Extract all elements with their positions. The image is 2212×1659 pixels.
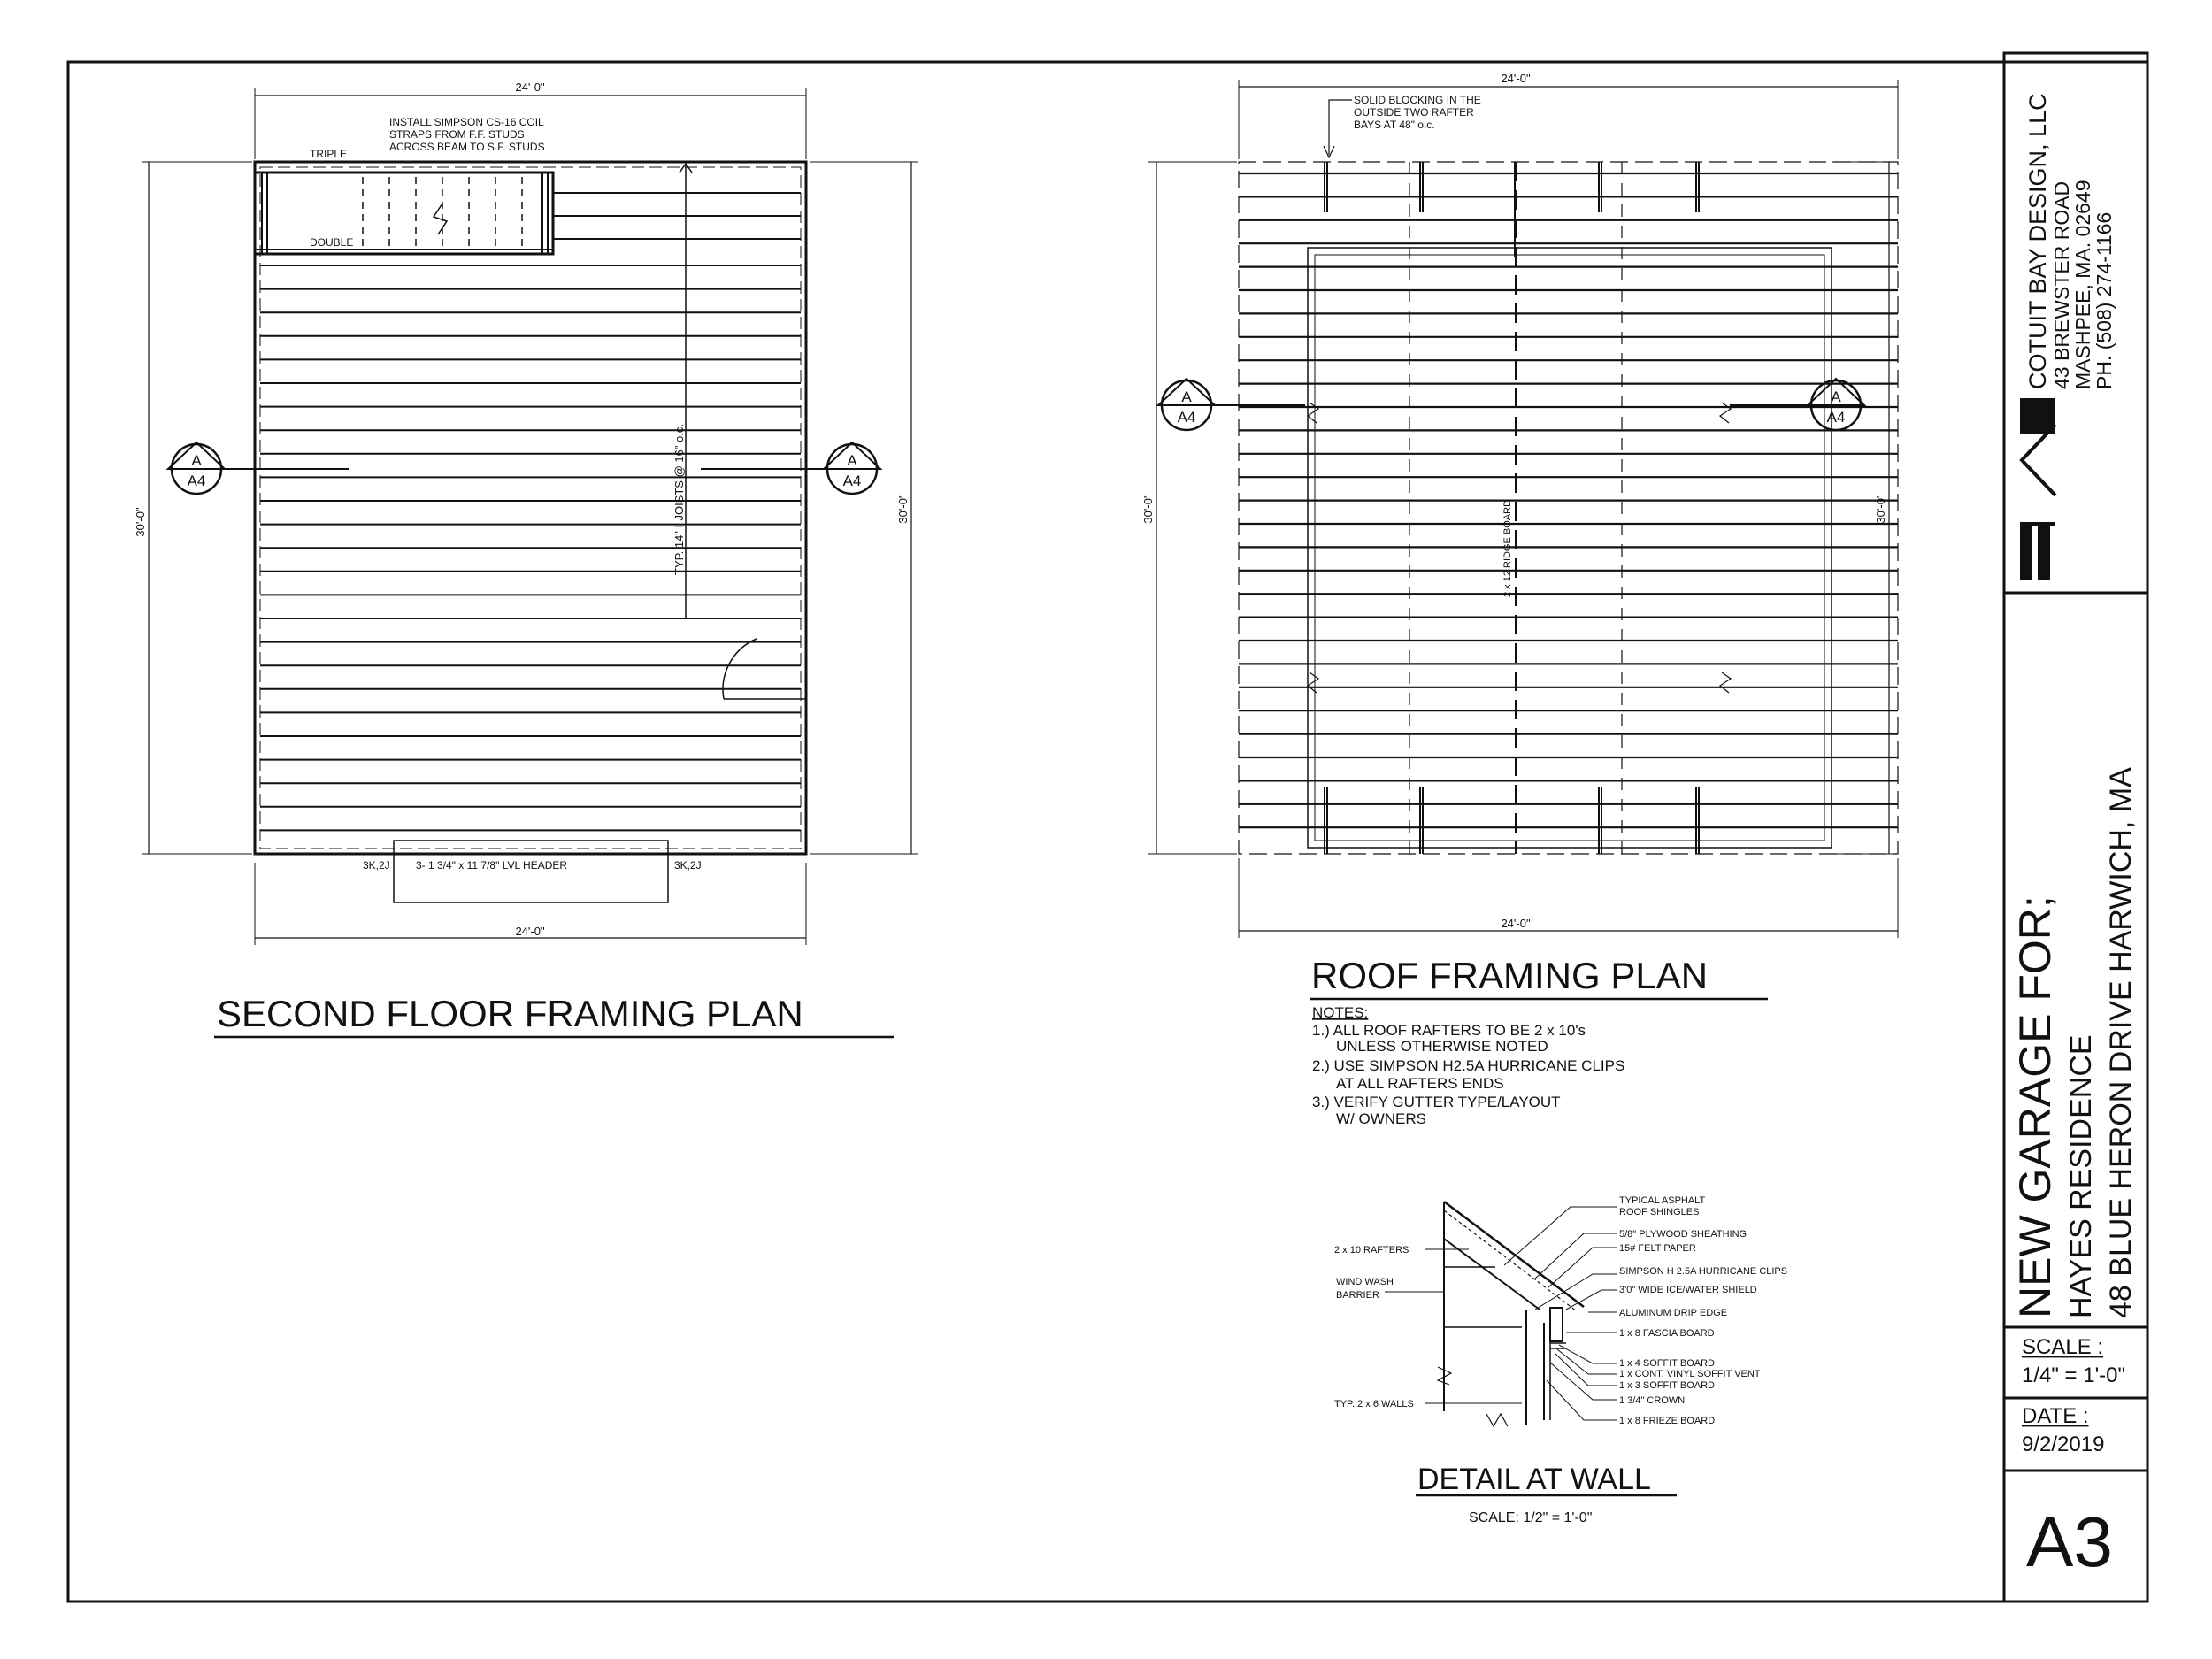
detail-label: 1 x 8 FRIEZE BOARD xyxy=(1619,1416,1716,1426)
detail-leaders xyxy=(1504,1207,1617,1420)
stair-treads xyxy=(363,177,522,250)
post-right: 3K,2J xyxy=(674,859,702,872)
section-marker-letter: A xyxy=(847,452,857,469)
section-marker-sheet: A4 xyxy=(1826,409,1846,426)
break-mark xyxy=(1486,1414,1508,1426)
detail-label: 1 x 8 FASCIA BOARD xyxy=(1619,1328,1715,1339)
blocking-leader xyxy=(1329,100,1352,155)
detail-title: DETAIL AT WALL xyxy=(1417,1463,1651,1496)
floor-inner-line xyxy=(260,167,801,849)
detail-label-barrier: BARRIER xyxy=(1336,1290,1379,1301)
section-marker-letter: A xyxy=(191,452,202,469)
date-value: 9/2/2019 xyxy=(2022,1432,2105,1456)
stair-side-joists xyxy=(553,193,801,239)
section-marker-letter: A xyxy=(1831,388,1841,405)
detail-label: TYPICAL ASPHALT xyxy=(1619,1195,1706,1206)
detail-label: ALUMINUM DRIP EDGE xyxy=(1619,1308,1728,1318)
roof-dim-right: 30'-0" xyxy=(1874,494,1887,524)
firm-address: 43 BREWSTER ROAD xyxy=(2050,180,2073,389)
detail-label-walls: TYP. 2 x 6 WALLS xyxy=(1334,1399,1414,1409)
dim-top: 24'-0" xyxy=(515,81,545,94)
dim-right: 30'-0" xyxy=(896,494,910,524)
strap-note-1: INSTALL SIMPSON CS-16 COIL xyxy=(389,116,544,128)
joist-note: TYP. 14" I-JOISTS @ 16" o.c. xyxy=(672,423,686,575)
roof-dim-top: 24'-0" xyxy=(1501,72,1531,85)
firm-city: MASHPEE, MA. 02649 xyxy=(2071,180,2094,389)
break-mark xyxy=(1720,672,1731,693)
detail-scale: SCALE: 1/2" = 1'-0" xyxy=(1469,1510,1593,1525)
date-label: DATE : xyxy=(2022,1404,2089,1428)
roof-framing-plan xyxy=(1141,72,1898,1127)
strap-note-3: ACROSS BEAM TO S.F. STUDS xyxy=(389,141,545,153)
section-marker-letter: A xyxy=(1181,388,1192,405)
fascia-board xyxy=(1550,1308,1563,1341)
stair-opening xyxy=(255,173,553,254)
note-line: UNLESS OTHERWISE NOTED xyxy=(1336,1038,1548,1055)
detail-label-windwash: WIND WASH xyxy=(1336,1277,1394,1287)
roof-dim-left: 30'-0" xyxy=(1141,494,1155,524)
wall-detail xyxy=(1334,1195,1787,1525)
firm-logo xyxy=(2020,398,2055,580)
section-marker-sheet: A4 xyxy=(187,472,206,489)
notes-heading: NOTES: xyxy=(1312,1004,1369,1021)
note-line: AT ALL RAFTERS ENDS xyxy=(1336,1075,1504,1092)
scale-value: 1/4" = 1'-0" xyxy=(2022,1363,2126,1387)
detail-label: 1 x 4 SOFFIT BOARD xyxy=(1619,1358,1715,1369)
note-line: 2.) USE SIMPSON H2.5A HURRICANE CLIPS xyxy=(1312,1057,1625,1074)
ridge-note: 2 x 12 RIDGE BOARD xyxy=(1502,499,1513,597)
second-floor-framing-plan xyxy=(134,81,918,1037)
blocking-note-1: SOLID BLOCKING IN THE xyxy=(1354,94,1481,106)
detail-label: 5/8" PLYWOOD SHEATHING xyxy=(1619,1229,1747,1240)
floor-joists xyxy=(260,265,801,830)
section-marker-right xyxy=(701,442,880,494)
strap-note-2: STRAPS FROM F.F. STUDS xyxy=(389,128,525,141)
lvl-header xyxy=(394,841,668,902)
stair-break xyxy=(434,204,447,234)
blocking-note-2: OUTSIDE TWO RAFTER xyxy=(1354,106,1474,119)
roof-eave-line xyxy=(1239,162,1898,854)
firm-phone: PH. (508) 274-1166 xyxy=(2093,211,2116,389)
dim-left: 30'-0" xyxy=(134,507,147,537)
roof-rafters xyxy=(1239,173,1898,827)
roof-blocking-top xyxy=(1325,162,1699,257)
project-title: NEW GARAGE FOR; xyxy=(2010,895,2060,1318)
section-marker-sheet: A4 xyxy=(1177,409,1196,426)
detail-label: ROOF SHINGLES xyxy=(1619,1207,1700,1217)
blocking-note-3: BAYS AT 48" o.c. xyxy=(1354,119,1435,131)
client-name: HAYES RESIDENCE xyxy=(2064,1034,2098,1318)
note-line: W/ OWNERS xyxy=(1336,1110,1426,1127)
section-marker-left xyxy=(168,442,349,494)
break-mark xyxy=(1720,403,1731,423)
note-line: 3.) VERIFY GUTTER TYPE/LAYOUT xyxy=(1312,1094,1561,1110)
roof-section-marker-right xyxy=(1730,379,1864,430)
detail-label: 3'0" WIDE ICE/WATER SHIELD xyxy=(1619,1285,1757,1295)
second-floor-title: SECOND FLOOR FRAMING PLAN xyxy=(217,993,803,1034)
firm-name: COTUIT BAY DESIGN, LLC xyxy=(2024,93,2051,389)
site-address: 48 BLUE HERON DRIVE HARWICH, MA xyxy=(2104,767,2138,1318)
header-note: 3- 1 3/4" x 11 7/8" LVL HEADER xyxy=(416,859,568,872)
label-triple: TRIPLE xyxy=(310,148,348,160)
dim-bottom: 24'-0" xyxy=(515,925,545,938)
detail-label: 1 3/4" CROWN xyxy=(1619,1395,1686,1406)
roof-section-marker-left xyxy=(1158,379,1305,430)
title-block xyxy=(2004,53,2147,1601)
detail-label: 1 x 3 SOFFIT BOARD xyxy=(1619,1380,1715,1391)
post-left: 3K,2J xyxy=(363,859,390,872)
detail-label: SIMPSON H 2.5A HURRICANE CLIPS xyxy=(1619,1266,1788,1277)
detail-label: 15# FELT PAPER xyxy=(1619,1243,1696,1254)
note-line: 1.) ALL ROOF RAFTERS TO BE 2 x 10's xyxy=(1312,1022,1586,1039)
sheet-number: A3 xyxy=(2026,1502,2113,1581)
scale-label: SCALE : xyxy=(2022,1335,2104,1359)
break-mark xyxy=(1308,403,1318,423)
detail-label: 1 x CONT. VINYL SOFFIT VENT xyxy=(1619,1369,1761,1379)
sheet-border xyxy=(68,62,2147,1601)
roof-dim-bottom: 24'-0" xyxy=(1501,917,1531,930)
break-mark xyxy=(1308,672,1318,693)
section-marker-sheet: A4 xyxy=(842,472,862,489)
detail-label-rafters: 2 x 10 RAFTERS xyxy=(1334,1245,1409,1256)
roof-plan-title: ROOF FRAMING PLAN xyxy=(1311,955,1709,996)
roof-blocking-bottom xyxy=(1325,787,1699,854)
label-double: DOUBLE xyxy=(310,236,354,249)
